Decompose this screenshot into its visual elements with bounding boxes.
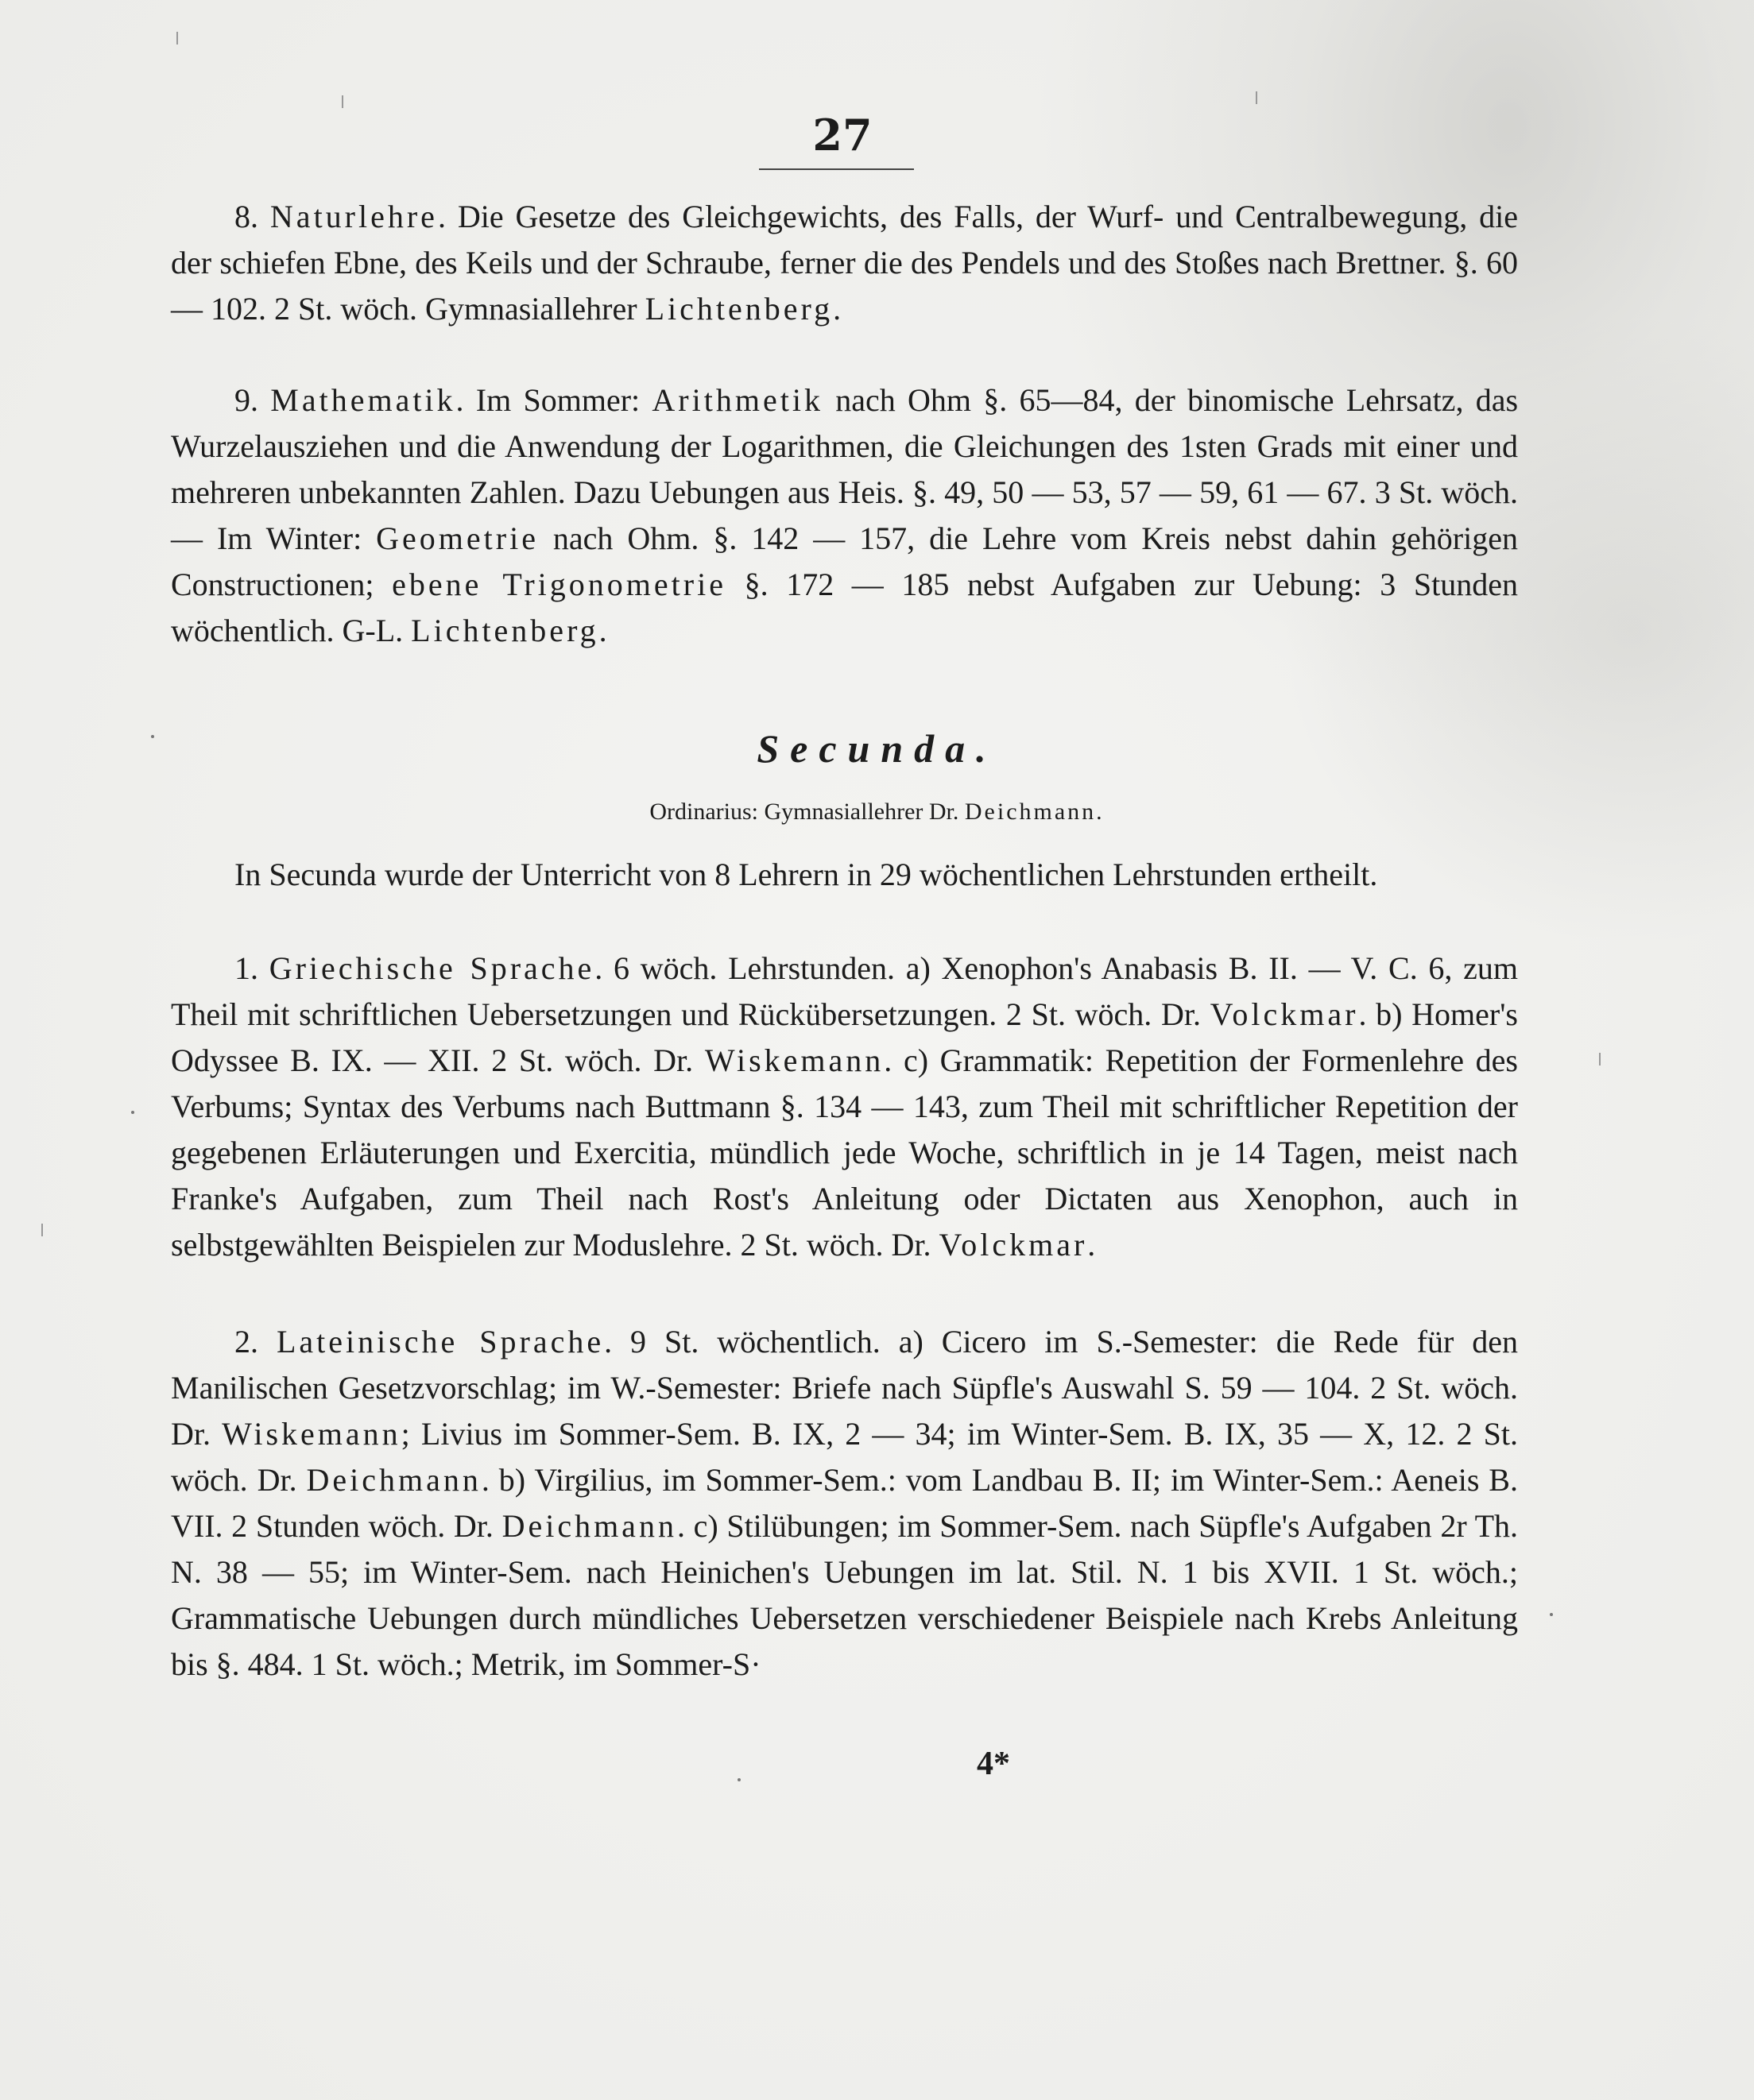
teacher-name: Deichmann: [501, 1508, 677, 1544]
teacher-name: Volckmar: [1210, 996, 1359, 1032]
scan-mark: [1256, 91, 1257, 104]
subject-heading: Griechische Sprache: [269, 950, 595, 986]
paragraph-text: . Die Gesetze des Gleichgewichts, des Falls, der Wurf- und Centralbewegung, die der schiefen Ebne, des Keils und der Schraube, ferner die des Pendels und des Stoßes nach Brettner. §. 60 — 102. 2 St. wöch. Gymnasiallehrer: [171, 199, 1519, 327]
subject-heading: Lateinische Sprache: [276, 1324, 605, 1359]
section-number: 8.: [234, 199, 270, 234]
signature-mark: 4*: [977, 1746, 1010, 1782]
scan-mark: [1599, 1053, 1601, 1065]
ordinarius-name: Deichmann.: [964, 799, 1105, 825]
teacher-name: Wiskemann: [704, 1042, 885, 1078]
teacher-name: Volckmar: [939, 1227, 1088, 1263]
topic-trigonometrie: ebene Trigonometrie: [392, 567, 726, 602]
topic-arithmetik: Arithmetik: [652, 382, 823, 418]
paragraph-intro: In Secunda wurde der Unterricht von 8 Lehrern in 29 wöchentlichen Lehrstunden ertheilt.: [234, 857, 1378, 892]
section-title-secunda: Secunda.: [757, 726, 997, 771]
scan-speck: [131, 1111, 134, 1114]
scan-speck: [151, 735, 154, 738]
ordinarius-label: Ordinarius:: [649, 799, 758, 825]
scan-mark: [41, 1224, 43, 1236]
scan-speck: [738, 1778, 741, 1781]
paragraph-naturlehre: 8. Naturlehre. Die Gesetze des Gleichgewichts, des Falls, der Wurf- und Centralbewegung, die der schiefen Ebne, des Keils und der Schraube, ferner die des Pendels und des Stoßes nach Brettner. §. 60 — 102. 2 St. wöch. Gymnasiallehrer Lichtenberg.: [171, 199, 1519, 327]
scan-speck: [1550, 1613, 1553, 1616]
subject-heading: Naturlehre: [269, 199, 438, 234]
section-number: 2.: [234, 1324, 277, 1359]
teacher-name: Lichtenberg: [411, 613, 599, 648]
paragraph-griechisch: 1. Griechische Sprache. 6 wöch. Lehrstunden. a) Xenophon's Anabasis B. II. — V. C. 6, zum Theil mit schriftlichen Uebersetzungen und Rückübersetzungen. 2 St. wöch. Dr. Volckmar. b) Homer's Odyssee B. IX. — XII. 2 St. wöch. Dr. Wiskemann. c) Grammatik: Repetition der Formenlehre des Verbums; Syntax des Verbums nach Buttmann §. 134 — 143, zum Theil mit schriftlicher Repetition der gegebenen Erläuterungen und Exercitia, mündlich jede Woche, schriftlich in je 14 Tagen, meist nach Franke's Aufgaben, zum Theil nach Rost's Anleitung oder Dictaten aus Xenophon, auch in selbstgewählten Beispielen zur Moduslehre. 2 St. wöch. Dr. Volckmar.: [171, 950, 1518, 1263]
paragraph-mathematik: 9. Mathematik. Im Sommer: Arithmetik nach Ohm §. 65—84, der binomische Lehrsatz, das Wurzelausziehen und die Anwendung der Logarithmen, die Gleichungen des 1sten Grads mit einer und mehreren unbekannten Zahlen. Dazu Uebungen aus Heis. §. 49, 50 — 53, 57 — 59, 61 — 67. 3 St. wöch. — Im Winter: Geometrie nach Ohm. §. 142 — 157, die Lehre vom Kreis nebst dahin gehörigen Constructionen; ebene Trigonometrie §. 172 — 185 nebst Aufgaben zur Uebung: 3 Stunden wöchentlich. G-L. Lichtenberg.: [171, 382, 1519, 648]
page-number: 27: [812, 110, 873, 160]
ordinarius-role: Gymnasiallehrer Dr.: [764, 799, 959, 825]
topic-geometrie: Geometrie: [376, 520, 539, 556]
teacher-name: Deichmann: [306, 1462, 482, 1498]
section-number: 1.: [234, 950, 269, 986]
scan-mark: [342, 95, 343, 108]
paragraph-lateinisch: 2. Lateinische Sprache. 9 St. wöchentlich. a) Cicero im S.-Semester: die Rede für den Manilischen Gesetzvorschlag; im W.-Semester: Briefe nach Süpfle's Auswahl S. 59 — 104. 2 St. wöch. Dr. Wiskemann; Livius im Sommer-Sem. B. IX, 2 — 34; im Winter-Sem. B. IX, 35 — X, 12. 2 St. wöch. Dr. Deichmann. b) Virgilius, im Sommer-Sem.: vom Landbau B. II; im Winter-Sem.: Aeneis B. VII. 2 Stunden wöch. Dr. Deichmann. c) Stilübungen; im Sommer-Sem. nach Süpfle's Aufgaben 2r Th. N. 38 — 55; im Winter-Sem. nach Heinichen's Uebungen im lat. Stil. N. 1 bis XVII. 1 St. wöch.; Grammatische Uebungen durch mündliches Uebersetzen verschiedener Beispiele nach Krebs Anleitung bis §. 484. 1 St. wöch.; Metrik, im Sommer-S·: [171, 1324, 1519, 1682]
section-number: 9.: [234, 382, 271, 418]
teacher-name: Lichtenberg: [645, 291, 834, 327]
subject-heading: Mathematik: [270, 382, 456, 418]
header-rule: [759, 168, 914, 170]
teacher-name: Wiskemann: [222, 1416, 401, 1452]
ordinarius-line: [0, 796, 1754, 828]
scan-mark: [176, 32, 178, 44]
